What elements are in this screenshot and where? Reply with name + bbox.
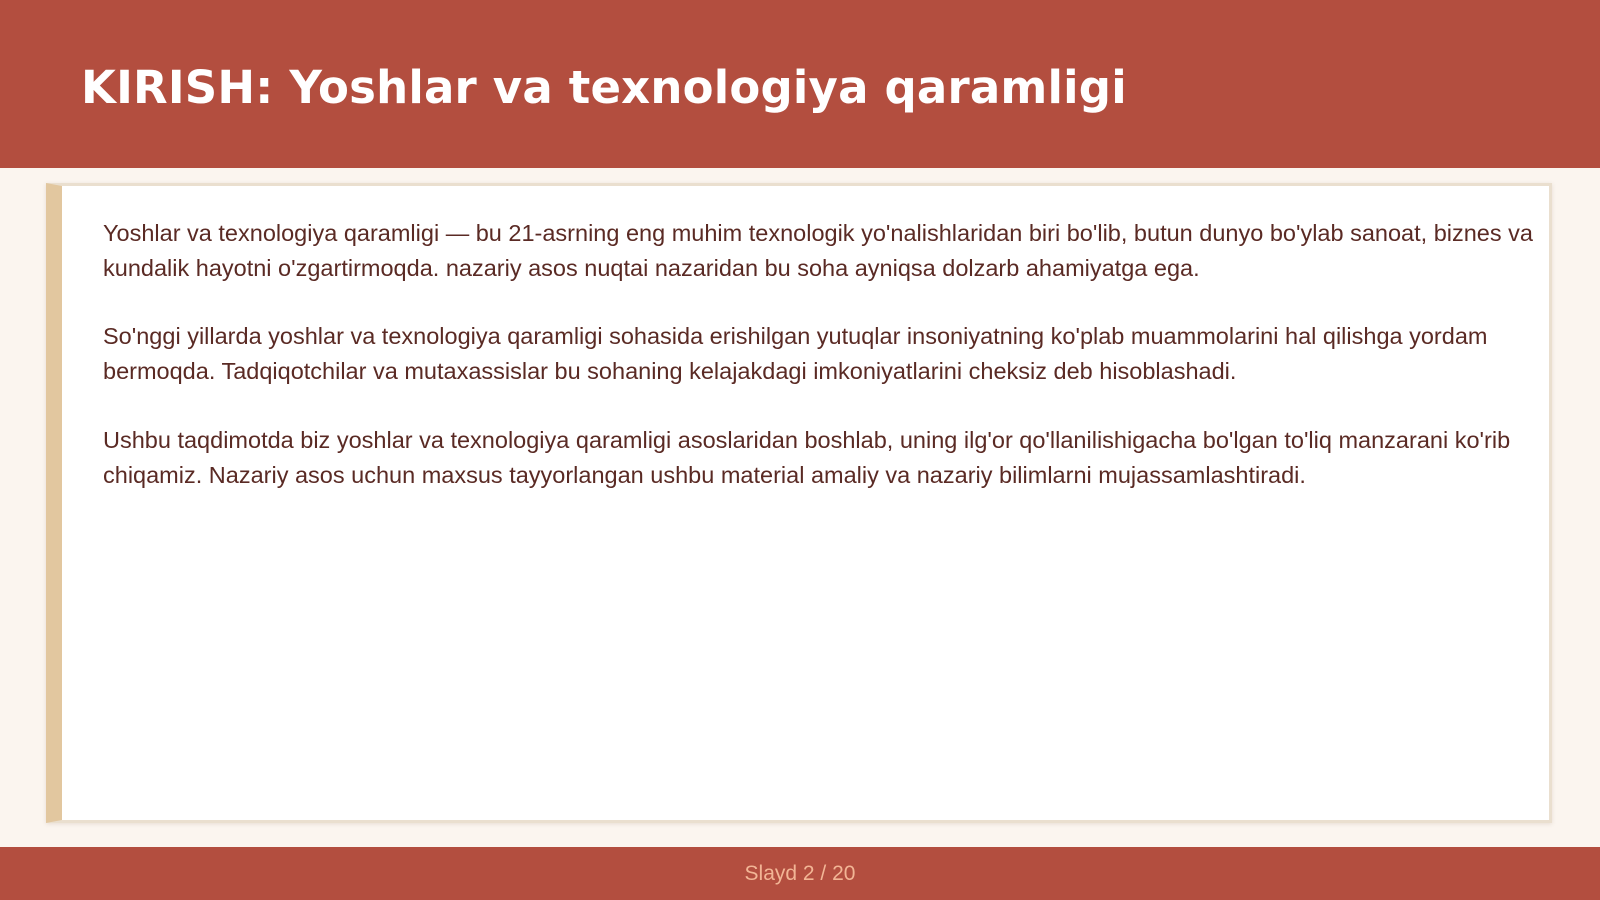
slide-title: KIRISH: Yoshlar va texnologiya qaramligi: [81, 61, 1127, 114]
content-body: [103, 216, 1533, 526]
intro-paragraph: Yoshlar va texnologiya qaramligi — bu 21-asrning eng muhim texnologik yo'nalishlaridan biri bo'lib, butun dunyo bo'ylab sanoat, biznes va kundalik hayotni o'zgartirmoqda. nazariy asos nuqtai nazaridan bu soha ayniqsa dolzarb ahamiyatga ega.: [103, 220, 1533, 281]
slide-header: [0, 0, 1600, 168]
achievements-paragraph: So'nggi yillarda yoshlar va texnologiya qaramligi sohasida erishilgan yutuqlar insoniyatning ko'plab muammolarini hal qilishga yordam bermoqda. Tadqiqotchilar va mutaxassislar bu sohaning kelajakdagi imkoniyatlarini cheksiz deb hisoblashadi.: [103, 323, 1488, 385]
slide-counter: Slayd 2 / 20: [744, 862, 856, 885]
slide-footer: [0, 847, 1600, 900]
content-card: [46, 183, 1552, 823]
presentation-overview-paragraph: Ushbu taqdimotda biz yoshlar va texnologiya qaramligi asoslaridan boshlab, uning ilg'or qo'llanilishigacha bo'lgan to'liq manzarani ko'rib chiqamiz. Nazariy asos uchun maxsus tayyorlangan ushbu material amaliy va nazariy bilimlarni mujassamlashtiradi.: [103, 426, 1511, 488]
